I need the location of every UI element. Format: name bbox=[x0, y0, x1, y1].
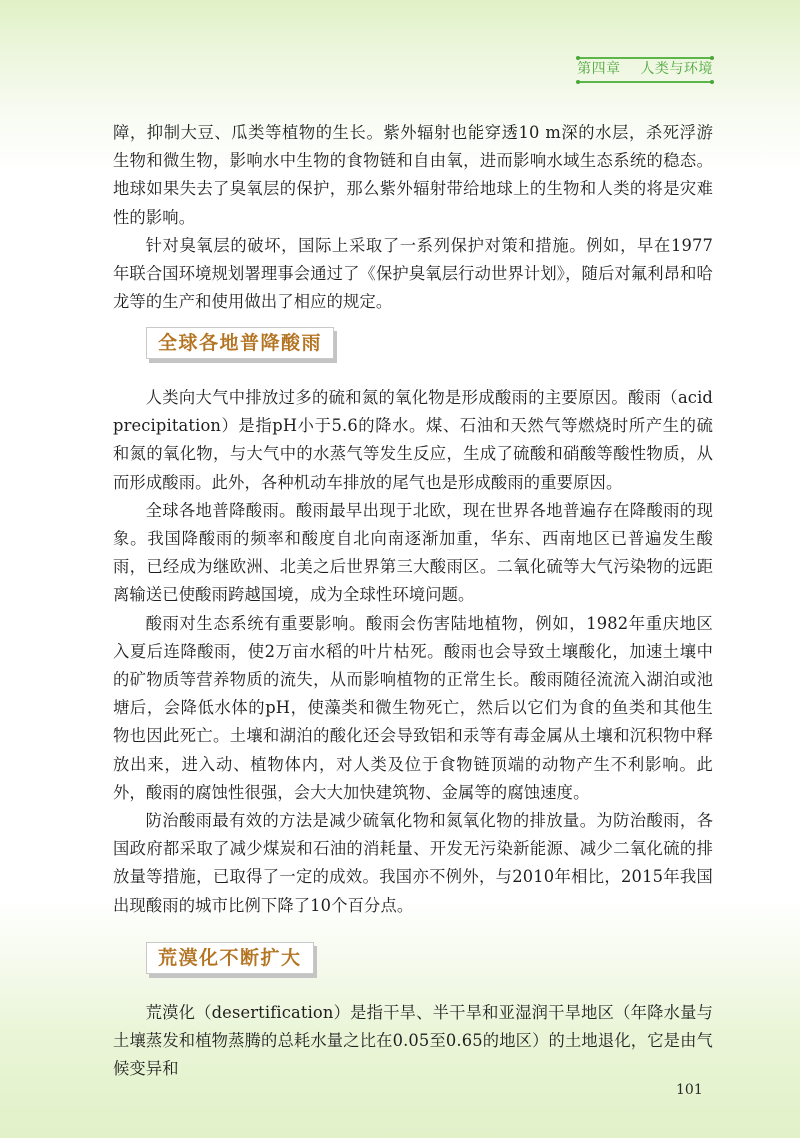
ozone-continuation-block bbox=[113, 119, 713, 316]
paragraph-acid-rain-prevention: 防治酸雨最有效的方法是减少硫氧化物和氮氧化物的排放量。为防治酸雨，各国政府都采取了减少煤炭和石油的消耗量、开发无污染新能源、减少二氧化硫的排放量等措施，已取得了一定的成效。我国亦不例外，与2010年相比，2015年我国出现酸雨的城市比例下降了10个百分点。 bbox=[113, 811, 713, 915]
paragraph-ozone-protection-measures: 针对臭氧层的破坏，国际上采取了一系列保护对策和措施。例如，早在1977年联合国环境规划署理事会通过了《保护臭氧层行动世界计划》，随后对氟利昂和哈龙等的生产和使用做出了相应的规定。 bbox=[113, 235, 713, 312]
section-heading-desertification: 荒漠化不断扩大 bbox=[146, 942, 314, 974]
chapter-title: 第四章 人类与环境 bbox=[577, 61, 713, 77]
section-heading-acid-rain: 全球各地普降酸雨 bbox=[146, 327, 334, 359]
desertification-section-body bbox=[113, 999, 713, 1084]
acid-rain-section-body bbox=[113, 384, 713, 920]
header-rule-bottom bbox=[577, 81, 713, 83]
paragraph-desertification-definition: 荒漠化（desertification）是指干旱、半干旱和亚湿润干旱地区（年降水量与土壤蒸发和植物蒸腾的总耗水量之比在0.05至0.65的地区）的土地退化，它是由气候变异和 bbox=[113, 1003, 713, 1079]
paragraph-acid-rain-ecosystem-impact: 酸雨对生态系统有重要影响。酸雨会伤害陆地植物，例如，1982年重庆地区入夏后连降酸雨，使2万亩水稻的叶片枯死。酸雨也会导致土壤酸化，加速土壤中的矿物质等营养物质的流失，从而影响植物的正常生长。酸雨随径流流入湖泊或池塘后，会降低水体的pH，使藻类和微生物死亡，然后以它们为食的鱼类和其他生物也因此死亡。土壤和湖泊的酸化还会导致铝和汞等有毒金属从土壤和沉积物中释放出来，进入动、植物体内，对人类及位于食物链顶端的动物产生不利影响。此外，酸雨的腐蚀性很强，会大大加快建筑物、金属等的腐蚀速度。 bbox=[113, 613, 713, 802]
paragraph-acid-rain-global: 全球各地普降酸雨。酸雨最早出现于北欧，现在世界各地普遍存在降酸雨的现象。我国降酸雨的频率和酸度自北向南逐渐加重，华东、西南地区已普遍发生酸雨，已经成为继欧洲、北美之后世界第三大酸雨区。二氧化硫等大气污染物的远距离输送已使酸雨跨越国境，成为全球性环境问题。 bbox=[113, 500, 713, 605]
paragraph-acid-rain-definition: 人类向大气中排放过多的硫和氮的氧化物是形成酸雨的主要原因。酸雨（acid precipitation）是指pH小于5.6的降水。煤、石油和天然气等燃烧时所产生的硫和氮的氧化物，与大气中的水蒸气等发生反应，生成了硫酸和硝酸等酸性物质，从而形成酸雨。此外，各种机动车排放的尾气也是形成酸雨的重要原因。 bbox=[113, 388, 713, 492]
paragraph-ozone-uv-effects: 障，抑制大豆、瓜类等植物的生长。紫外辐射也能穿透10 m深的水层，杀死浮游生物和微生物，影响水中生物的食物链和自由氧，进而影响水域生态系统的稳态。地球如果失去了臭氧层的保护，那么紫外辐射带给地球上的生物和人类的将是灾难性的影响。 bbox=[113, 123, 713, 227]
header-rule-top bbox=[577, 57, 713, 59]
chapter-header bbox=[577, 57, 713, 83]
page-number: 101 bbox=[676, 1082, 703, 1098]
